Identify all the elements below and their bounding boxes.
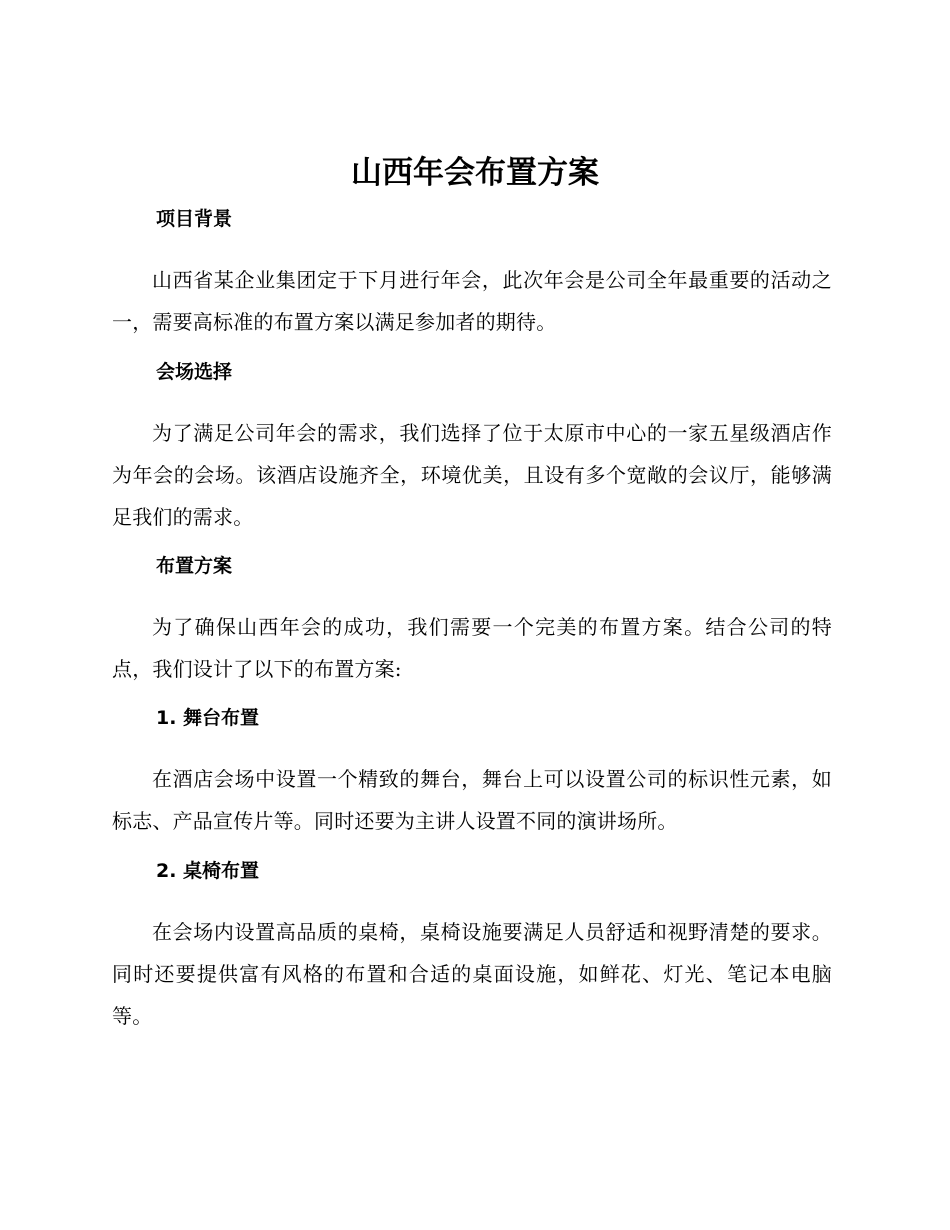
- section-venue-selection: [112, 358, 832, 538]
- document-title: 山西年会布置方案: [351, 155, 599, 191]
- section-heading: 布置方案: [156, 555, 233, 577]
- section-paragraph: 在会场内设置高品质的桌椅，桌椅设施要满足人员舒适和视野清楚的要求。同时还要提供富有风格的布置和合适的桌面设施，如鲜花、灯光、笔记本电脑等。: [112, 920, 832, 1028]
- section-paragraph: 在酒店会场中设置一个精致的舞台，舞台上可以设置公司的标识性元素，如标志、产品宣传片等。同时还要为主讲人设置不同的演讲场所。: [112, 767, 832, 833]
- section-paragraph: 山西省某企业集团定于下月进行年会，此次年会是公司全年最重要的活动之一，需要高标准的布置方案以满足参加者的期待。: [112, 268, 832, 334]
- section-table-chair-layout: [112, 857, 832, 1037]
- section-paragraph: 为了确保山西年会的成功，我们需要一个完美的布置方案。结合公司的特点，我们设计了以下的布置方案:: [112, 615, 832, 681]
- section-stage-layout: [112, 704, 832, 842]
- section-heading: 会场选择: [156, 361, 233, 383]
- section-heading: 项目背景: [156, 208, 233, 230]
- section-paragraph: 为了满足公司年会的需求，我们选择了位于太原市中心的一家五星级酒店作为年会的会场。该酒店设施齐全，环境优美，且设有多个宽敞的会议厅，能够满足我们的需求。: [112, 421, 832, 529]
- section-heading: 1. 舞台布置: [156, 707, 260, 729]
- section-heading: 2. 桌椅布置: [156, 860, 260, 882]
- section-layout-plan: [112, 552, 832, 690]
- section-project-background: [112, 205, 832, 343]
